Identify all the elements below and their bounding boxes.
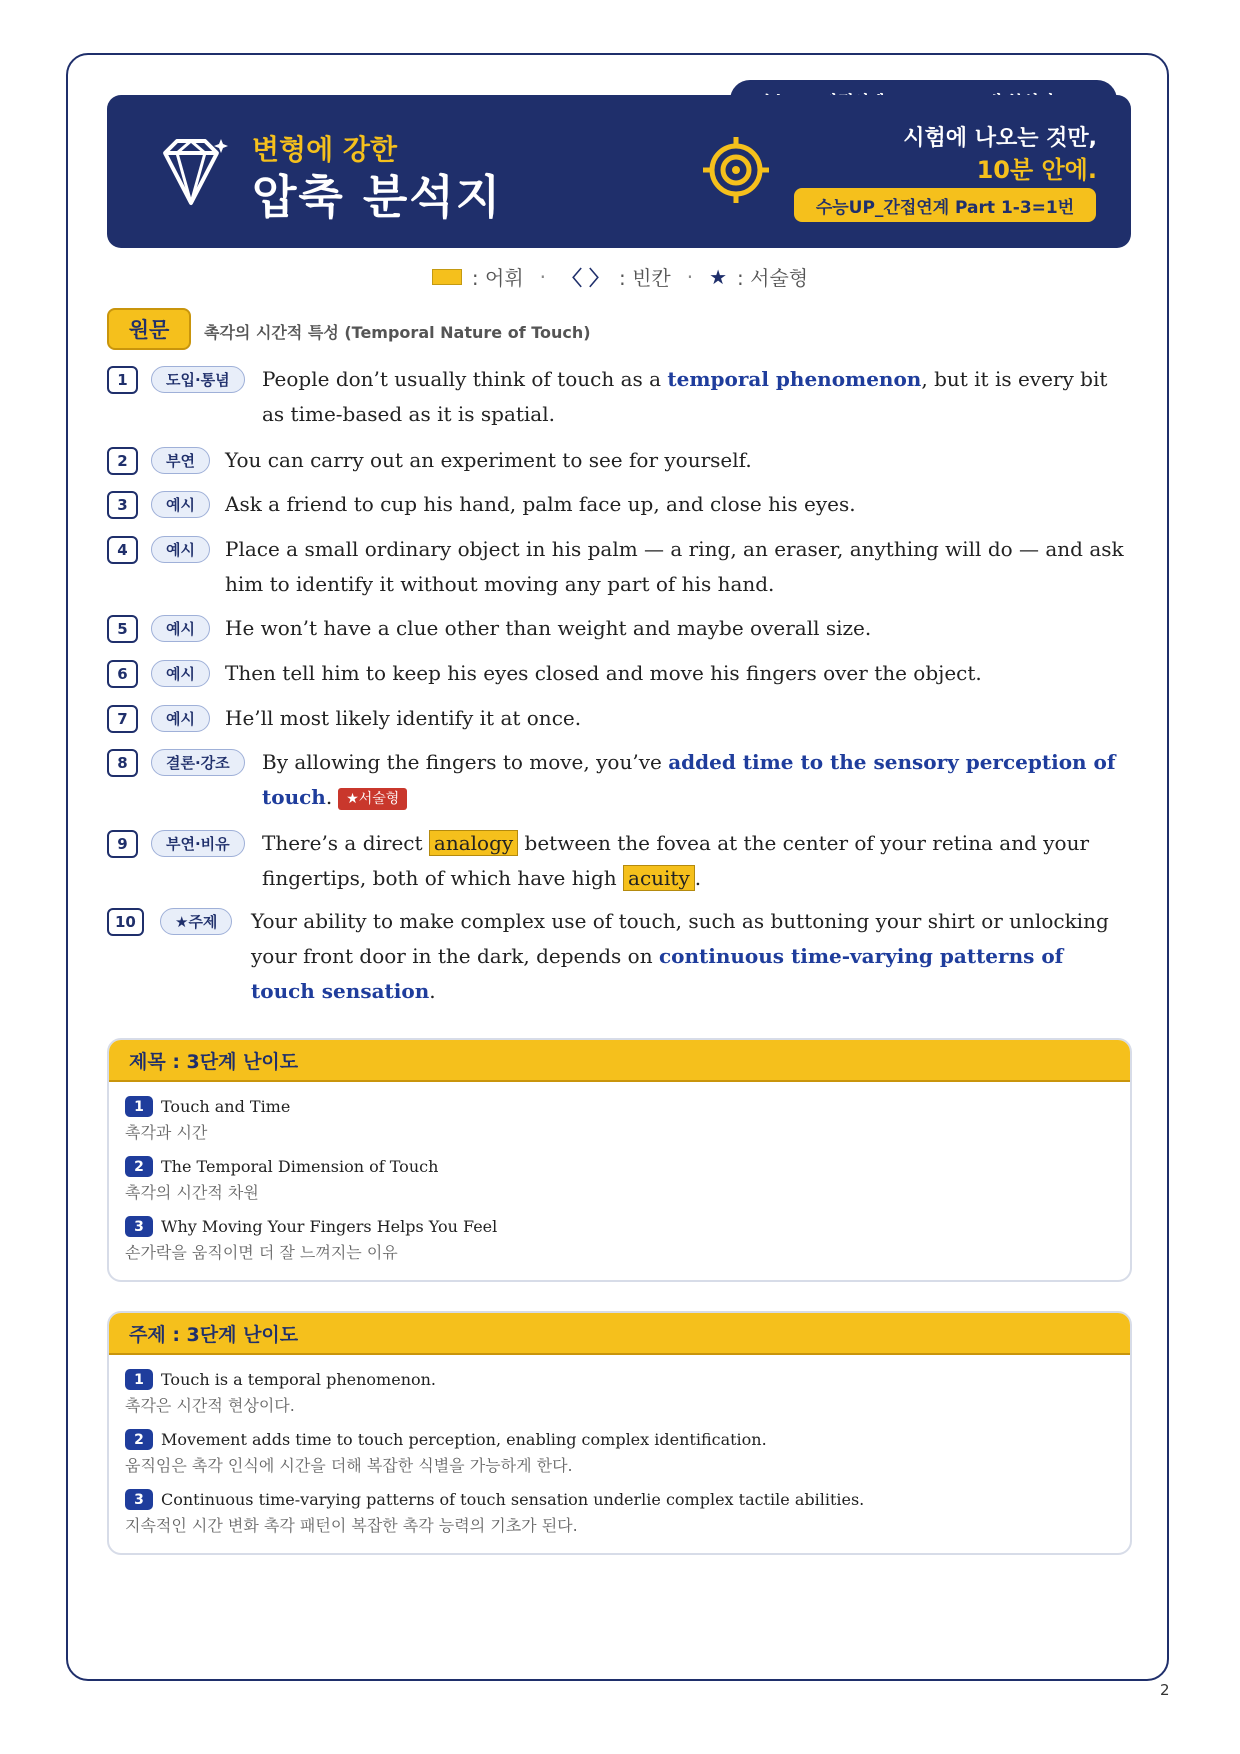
- sentence-text: People don’t usually think of touch as a temporal phenomenon, but it is every bit as time-based as it is spatial.: [262, 367, 1108, 426]
- seohaeng-badge: ★서술형: [338, 788, 407, 810]
- topic-option-3: 3 Continuous time-varying patterns of touch sensation underlie complex tactile abilities. 지속적인 시간 변화 촉각 패턴이 복잡한 촉각 능력의 기초가 된다.: [125, 1490, 865, 1535]
- title-option-3: 3 Why Moving Your Fingers Helps You Feel 손가락을 움직이면 더 잘 느껴지는 이유: [125, 1217, 498, 1262]
- sentence-text: Ask a friend to cup his hand, palm face up, and close his eyes.: [225, 492, 856, 516]
- sentence-number: 4: [107, 536, 138, 564]
- option-number: 2: [125, 1156, 153, 1177]
- sentence-number: 6: [107, 660, 138, 688]
- title-option-1: 1 Touch and Time 촉각과 시간: [125, 1097, 291, 1142]
- tagline-line2: 10분 안에.: [976, 156, 1097, 184]
- sentence-5: [107, 611, 1132, 646]
- sentence-tag: 결론·강조: [151, 749, 245, 776]
- topic-option-1: 1 Touch is a temporal phenomenon. 촉각은 시간적 현상이다.: [125, 1370, 437, 1415]
- sentence-number: 9: [107, 830, 138, 858]
- topic-box-heading: 주제 : 3단계 난이도: [109, 1313, 1130, 1355]
- option-number: 3: [125, 1216, 153, 1237]
- sentence-number: 1: [107, 366, 138, 394]
- tagline-line1: 시험에 나오는 것만,: [903, 126, 1097, 151]
- topic-box: [107, 1311, 1132, 1555]
- page-number: 2: [1160, 1681, 1170, 1699]
- sentence-number: 2: [107, 447, 138, 475]
- legend-blank-symbol: 〈 〉: [562, 266, 609, 290]
- option-number: 2: [125, 1429, 153, 1450]
- sentence-8: [107, 745, 1132, 815]
- section-label: 원문: [107, 308, 191, 350]
- legend-vocab: : 어휘: [471, 266, 524, 290]
- title-option-2: 2 The Temporal Dimension of Touch 촉각의 시간적 차원: [125, 1157, 439, 1202]
- option-number: 3: [125, 1489, 153, 1510]
- sentence-tag: 부연·비유: [151, 830, 245, 857]
- vocab-highlight: analogy: [429, 830, 518, 856]
- banner-title: 압축 분석지: [252, 170, 503, 224]
- title-box-heading: 제목 : 3단계 난이도: [109, 1040, 1130, 1082]
- sentence-text: You can carry out an experiment to see for yourself.: [225, 448, 752, 472]
- passage-title: 촉각의 시간적 특성 (Temporal Nature of Touch): [204, 323, 591, 342]
- sentence-9: [107, 826, 1132, 896]
- vocab-highlight: acuity: [623, 865, 695, 891]
- legend-separator: ·: [686, 264, 694, 289]
- sentence-tag: 부연: [151, 447, 210, 474]
- sentence-7: [107, 701, 1132, 736]
- sentence-number: 10: [107, 908, 144, 936]
- sentence-number: 7: [107, 705, 138, 733]
- sentence-text: Your ability to make complex use of touch, such as buttoning your shirt or unlocking your front door in the dark, depends on continuous time-varying patterns of touch sensation.: [251, 909, 1109, 1003]
- star-icon: ★: [709, 264, 728, 289]
- target-icon: [703, 137, 769, 203]
- sentence-text: There’s a direct analogy between the fovea at the center of your retina and your fingertips, both of which have high acuity .: [262, 831, 1090, 890]
- sentence-tag: 예시: [151, 491, 210, 518]
- legend: [0, 262, 1240, 291]
- sentence-number: 3: [107, 491, 138, 519]
- sentence-4: [107, 532, 1132, 602]
- title-box: [107, 1038, 1132, 1282]
- sentence-6: [107, 656, 1132, 691]
- sentence-tag: 예시: [151, 536, 210, 563]
- sentence-2: [107, 443, 1132, 478]
- vocab-swatch: [432, 269, 462, 285]
- sentence-tag: 예시: [151, 705, 210, 732]
- source-pill: 수능UP_간접연계 Part 1-3=1번: [794, 188, 1096, 222]
- sentence-text: Place a small ordinary object in his palm — a ring, an eraser, anything will do — and ask him to identify it without moving any part of his hand.: [225, 537, 1124, 596]
- sentence-3: [107, 487, 1132, 522]
- banner-subtitle: 변형에 강한: [252, 133, 397, 166]
- sentence-tag: 도입·통념: [151, 366, 245, 393]
- sentence-1: [107, 362, 1132, 432]
- legend-star: : 서술형: [737, 266, 809, 290]
- option-number: 1: [125, 1369, 153, 1390]
- diamond-icon: [159, 137, 229, 209]
- sentence-10: [107, 904, 1132, 1009]
- legend-separator: ·: [539, 264, 547, 289]
- sentence-number: 5: [107, 615, 138, 643]
- option-number: 1: [125, 1096, 153, 1117]
- sentence-text: By allowing the fingers to move, you’ve added time to the sensory perception of touch. ★서술형: [262, 750, 1116, 809]
- legend-blank: : 빈칸: [618, 266, 671, 290]
- sentence-tag: 예시: [151, 660, 210, 687]
- header-banner: [107, 95, 1131, 248]
- sentence-number: 8: [107, 749, 138, 777]
- sentence-text: Then tell him to keep his eyes closed and move his fingers over the object.: [225, 661, 982, 685]
- sentence-tag: 예시: [151, 615, 210, 642]
- sentence-text: He’ll most likely identify it at once.: [225, 706, 582, 730]
- sentence-tag: ★주제: [160, 908, 232, 935]
- sentence-text: He won’t have a clue other than weight and maybe overall size.: [225, 616, 872, 640]
- topic-option-2: 2 Movement adds time to touch perception, enabling complex identification. 움직임은 촉각 인식에 시간을 더해 복잡한 식별을 가능하게 한다.: [125, 1430, 767, 1475]
